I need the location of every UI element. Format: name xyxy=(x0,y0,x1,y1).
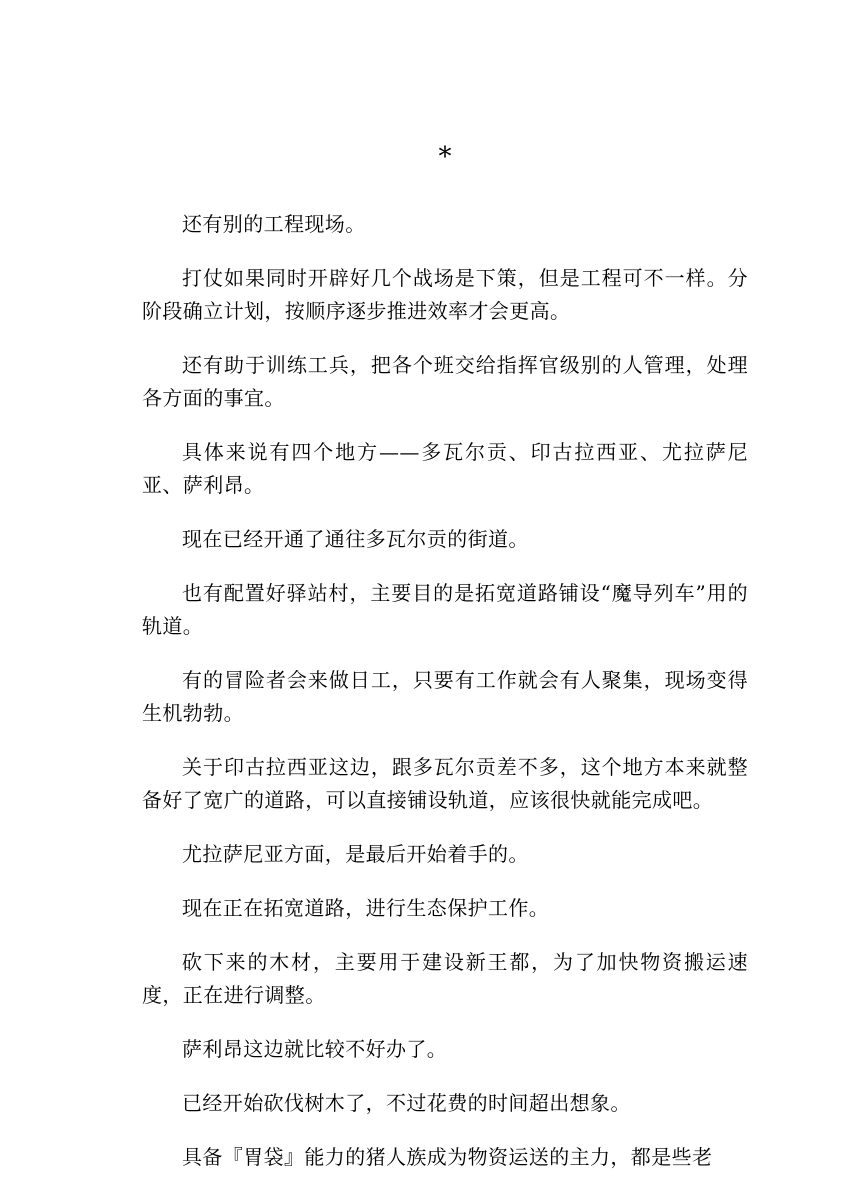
paragraph: 打仗如果同时开辟好几个战场是下策，但是工程可不一样。分阶段确立计划，按顺序逐步推进效率才会更高。 xyxy=(142,266,748,323)
paragraph: 还有别的工程现场。 xyxy=(182,212,366,236)
paragraph: 具体来说有四个地方——多瓦尔贡、印古拉西亚、尤拉萨尼亚、萨利昂。 xyxy=(142,440,748,497)
paragraph: 砍下来的木材，主要用于建设新王都，为了加快物资搬运速度，正在进行调整。 xyxy=(142,950,748,1007)
paragraph: 有的冒险者会来做日工，只要有工作就会有人聚集，现场变得生机勃勃。 xyxy=(142,668,748,725)
body-text xyxy=(142,208,748,1195)
paragraph: 还有助于训练工兵，把各个班交给指挥官级别的人管理，处理各方面的事宜。 xyxy=(142,353,748,410)
paragraph: 已经开始砍伐树木了，不过花费的时间超出想象。 xyxy=(182,1091,631,1115)
paragraph: 关于印古拉西亚这边，跟多瓦尔贡差不多，这个地方本来就整备好了宽广的道路，可以直接铺设轨道，应该很快就能完成吧。 xyxy=(142,755,748,812)
paragraph: 萨利昂这边就比较不好办了。 xyxy=(182,1037,448,1061)
paragraph: 具备『胃袋』能力的猪人族成为物资运送的主力，都是些老 xyxy=(182,1145,713,1169)
paragraph: 现在已经开通了通往多瓦尔贡的街道。 xyxy=(182,527,529,551)
paragraph: 现在正在拓宽道路，进行生态保护工作。 xyxy=(182,896,550,920)
paragraph: 尤拉萨尼亚方面，是最后开始着手的。 xyxy=(182,842,529,866)
section-separator: * xyxy=(438,142,452,172)
paragraph: 也有配置好驿站村，主要目的是拓宽道路铺设“魔导列车”用的轨道。 xyxy=(142,581,748,638)
